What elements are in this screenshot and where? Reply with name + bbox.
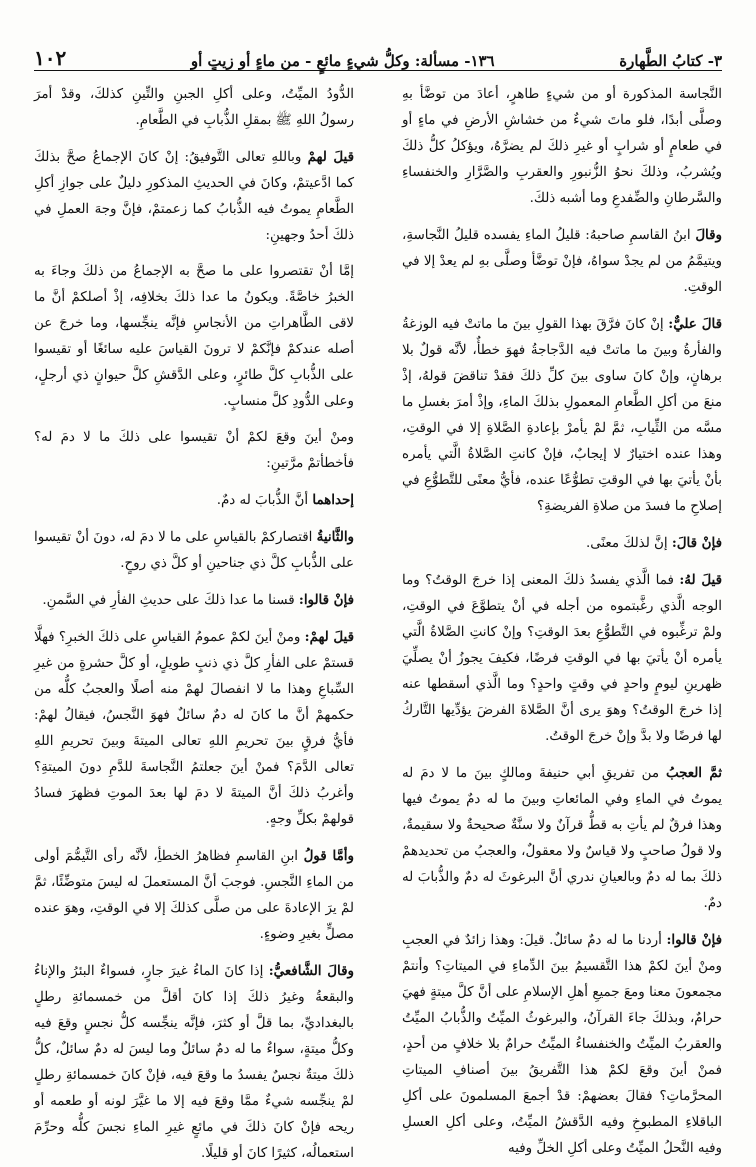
paragraph: [34, 425, 354, 477]
page-number: ١٠٢: [34, 46, 67, 70]
paragraph-text: ومنْ أينَ وقعَ لكمْ أنْ تقيسوا على ذلكَ ما لا دمَ له؟ فأخطأتمْ مرَّتينِ:: [34, 430, 354, 471]
paragraph-text: ابنِ القاسمِ فظاهرُ الخطأِ، لأنَّه رأى التَّيمُّمَ أولى من الماءِ النَّجسِ. فوجبَ أنَّ المستعملَ له ليسَ متوضِّئًا، ثمَّ لمْ يرَ الإعادةَ على من صلَّى كذلكَ إلا في الوقتِ، وهوَ عنده مصلٍّ بغيرِ وضوءٍ.: [34, 849, 354, 942]
paragraph-lead: والثَّانيةُ: [316, 529, 355, 545]
paragraph: [34, 144, 354, 249]
paragraph: [34, 843, 354, 948]
paragraph: [34, 487, 354, 514]
paragraph-text: إمَّا أنْ تقتصروا على ما صحَّ به الإجماعُ من ذلكَ وجاءَ به الخبرُ خاصَّةً. ويكونُ ما عدا ذلكَ بخلافِه، إذْ أصلكمْ أنَّ ما لاقى الطَّاهراتِ من الأنجاسِ فإنَّه ينجِّسها، وما خرجَ عن أصله عندكمْ فإنَّكمْ لا ترونَ القياسَ عليه سائغًا أو تقيسوا على الذُّبابِ كلَّ طائرٍ، وعلى الدَّقشِ كلَّ حيوانٍ ذي أرجلٍ، وعلى الدُّودِ كلَّ منسابٍ.: [34, 264, 354, 409]
paragraph: [34, 624, 354, 833]
paragraph: [34, 958, 354, 1167]
paragraph-text: وباللهِ تعالى التَّوفيقُ: إنْ كانَ الإجماعُ صحَّ بذلكَ كما ادَّعيتمْ، وكانَ في الحديثِ المذكورِ دليلٌ على جوازِ أكلِ الطَّعامِ يموتُ فيه الذُّبابُ كما زعمتمْ، فإنَّ وجهَ العملِ في ذلكَ أحدُ وجهينِ:: [34, 150, 354, 243]
section-title: ١٣٦- مسألة: وكلُّ شيءٍ مائعٍ - من ماءٍ أو زيتٍ أو: [190, 52, 495, 70]
paragraph-lead: قيلَ لهمْ: [307, 149, 354, 165]
paragraph: [34, 82, 354, 134]
paragraph-text: أردنا ما له دمٌ سائلٌ. قيلَ: وهذا زائدٌ في العجبِ ومنْ أينَ لكمْ هذا التَّقسيمُ بينَ الدِّماءِ في الميتاتِ؟ وأنتمْ مجمعونَ معنا ومعَ جميعِ أهلِ الإسلامِ على أنَّ كلَّ ميتةٍ فهيَ حرامٌ، وبذلكَ جاءَ القرآنُ، والبرغوثُ الميِّتُ والذُّبابُ الميِّتُ والعقربُ الميِّتُ والخنفساءُ الميِّتُ حرامٌ بلا خلافٍ من أحدٍ، فمنْ أينَ وقعَ لكمْ هذا التَّفريقُ بينَ أصنافِ الميتاتِ المحرَّماتِ؟ فقالَ بعضهمْ: قدْ أجمعَ المسلمونَ على أكلِ الباقلاءِ المطبوخِ وفيه الدَّقشُ الميِّتُ، وعلى أكلِ العسلِ وفيه النَّحلُ الميِّتُ وعلى أكلِ الخلِّ وفيه: [402, 933, 722, 1156]
paragraph-lead: وأمَّا قولُ: [303, 848, 354, 864]
paragraph: [34, 259, 354, 415]
paragraph-text: من تفريقِ أبي حنيفةَ ومالكٍ بينَ ما لا دمَ له يموتُ في الماءِ وفي المائعاتِ وبينَ ما له دمٌ يموتُ فيها وهذا فرقٌ لم يأتِ به قطُّ قرآنٌ ولا سنَّةٌ صحيحةٌ ولا سقيمةٌ، ولا قولُ صاحبٍ ولا قياسٌ ولا معقولٌ، والعجبُ من تحديدهمْ ذلكَ بما له دمٌ وبالعيانِ ندري أنَّ البرغوثَ له دمٌ والذُّبابَ له دمٌ.: [402, 766, 722, 911]
paragraph-text: إنَّ لذلكَ معنًى.: [585, 536, 668, 551]
right-column: [402, 82, 723, 1156]
paragraph: [402, 567, 722, 750]
paragraph: [402, 222, 722, 301]
paragraph-text: قسنا ما عدا ذلكَ على حديثِ الفأرِ في السَّمنِ.: [42, 593, 295, 608]
paragraph-text: فما الَّذي يفسدُ ذلكَ المعنى إذا خرجَ الوقتُ؟ وما الوجه الَّذي رغَّبتموه من أجله في أنْ يتطوَّعَ في الوقتِ، ولمْ ترغِّبوه في التَّطوُّعِ بعدَ الوقتِ؟ وإنْ كانتِ الصَّلاةُ الَّتي يأمره أنْ يأتيَ بها في الوقتِ فرضًا، فكيفَ يجوزُ أنْ يصلِّيَ ظهرينِ ليومٍ واحدٍ في وقتٍ واحدٍ؟ وما الَّذي أسقطها عنه إذا خرجَ الوقتُ؟ وهوَ يرى أنَّ الصَّلاةَ الفرضَ يؤدِّيها التَّاركُ لها فرضًا ولا بدَّ وإنْ خرجَ الوقتُ.: [402, 573, 722, 744]
paragraph-text: اقتصاركمْ بالقياسِ على ما لا دمَ له، دونَ أنْ تقيسوا على الذُّبابِ كلَّ ذي جناحينِ أو كلَّ ذي روحٍ.: [34, 530, 354, 571]
paragraph-text: إنْ كانَ فرَّقَ بهذا القولِ بينَ ما ماتتْ فيه الوزغةُ والفأرةُ وبينَ ما ماتتْ فيه الدَّجاجةُ فهوَ خطأٌ، لأنَّه قولٌ بلا برهانٍ، وإنْ كانَ ساوى بينَ كلِّ ذلكَ فقدْ تناقضَ قولهُ، إذْ منعَ من أكلِ الطَّعامِ المعمولِ بذلكَ الماءِ، وإذْ أمرَ بغسلِ ما مسَّه من الثِّيابِ، ثمَّ لمْ يأمرْ بإعادةِ الصَّلاةِ إلا في الوقتِ، وهذا عنده اختيارٌ لا إيجابٌ، فإنْ كانتِ الصَّلاةُ الَّتي يأمره بأنْ يأتيَ بها في الوقتِ تطوُّعًا عنده، فأيُّ معنًى للتَّطوُّعِ في إصلاحِ ما فسدَ من صلاةِ الفريضةِ؟: [402, 317, 722, 514]
paragraph-text: الدُّودُ الميِّتُ، وعلى أكلِ الجبنِ والتِّينِ كذلكَ، وقدْ أمرَ رسولُ اللهِ ﷺ بمقلِ الذُّبابِ في الطَّعامِ.: [34, 87, 354, 128]
paragraph-lead: وقالَ: [695, 227, 722, 243]
paragraph: [402, 760, 722, 917]
paragraph-text: ومنْ أينَ لكمْ عمومُ القياسِ على ذلكَ الخبرِ؟ فهلَّا قستمْ على الفأرِ كلَّ ذي ذنبٍ طويلٍ، أو كلَّ حشرةٍ من غيرِ السِّباعِ وهذا ما لا انفصالَ لهمْ منه أصلًا والعجبُ كلُّه من حكمهمْ أنَّ ما كانَ له دمٌ سائلٌ فهوَ النَّجسُ، فيقالُ لهمْ: فأيُّ فرقٍ بينَ تحريمِ اللهِ تعالى الميتةَ وبينَ تحريمِ اللهِ تعالى الدَّمَ؟ فمنْ أينَ جعلتمُ النَّجاسةَ للدَّمِ دونَ الميتةِ؟ وأغربُ ذلكَ أنَّ الميتةَ لا دمَ لها بعدَ الموتِ فظهرَ فسادُ قولهمْ بكلِّ وجهٍ.: [34, 630, 354, 827]
paragraph-lead: فإنْ قالَ:: [671, 535, 722, 551]
paragraph-lead: قيلَ لهُ:: [679, 572, 722, 588]
paragraph-text: النَّجاسة المذكورة أو من شيءٍ طاهرٍ، أعادَ من توضَّأ بهِ وصلَّى أبدًا، فلو ماتَ شيءٌ من خشاشِ الأرضِ في ماءٍ أو في طعامٍ أو شرابٍ أو غيرِ ذلكَ لم يضرَّهُ، ويؤكلُ كلُّ ذلكَ ويُشربُ، وذلكَ نحوُ الزُّنبورِ والعقربِ والصَّرَّارِ والخنفساءِ والسَّرطانِ والضِّفدعِ وما أشبه ذلكَ.: [402, 87, 722, 206]
paragraph-lead: قالَ عليٌّ:: [668, 316, 722, 332]
paragraph-lead: وقالَ الشَّافعيُّ:: [268, 963, 354, 979]
paragraph-lead: فإنْ قالوا:: [666, 932, 722, 948]
paragraph-lead: فإنْ قالوا:: [298, 592, 354, 608]
left-column: [34, 82, 355, 1161]
paragraph-lead: قيلَ لهمْ:: [304, 629, 354, 645]
paragraph: [34, 524, 354, 577]
paragraph: [402, 927, 722, 1162]
paragraph-text: ابنُ القاسمِ صاحبهُ: قليلُ الماءِ يفسده قليلُ النَّجاسةِ، ويتيمَّمُ من لم يجدْ سواهُ، فإنْ توضَّأ وصلَّى بهِ لم يعدْ إلا في الوقتِ.: [402, 228, 722, 295]
paragraph-text: أنَّ الذُّبابَ له دمٌ.: [216, 493, 309, 508]
paragraph: [402, 82, 722, 212]
book-title: ٣- كتابُ الطَّهارة: [619, 52, 722, 70]
paragraph-text: إذا كانَ الماءُ غيرَ جارٍ، فسواءٌ البئرُ والإناءُ والبقعةُ وغيرُ ذلكَ إذا كانَ أقلَّ من خمسمائةِ رطلٍ بالبغداديِّ، بما قلَّ أو كثرَ، فإنَّه ينجِّسه كلُّ نجسٍ وقعَ فيه وكلُّ ميتةٍ، سواءٌ ما له دمٌ سائلٌ وما ليسَ له دمٌ سائلٌ، كلُّ ذلكَ ميتةٌ نجسٌ يفسدُ ما وقعَ فيه، فإنْ كانَ خمسمائةِ رطلٍ لمْ ينجِّسه شيءٌ ممَّا وقعَ فيه إلا ما غيَّرَ لونه أو طعمه أو ريحه فإنْ كانَ ذلكَ في مائعٍ غيرِ الماءِ نجسَ كلُّه وحرِّمَ استعمالُه، كثيرًا كانَ أو قليلًا.: [34, 964, 354, 1161]
paragraph: [34, 587, 354, 614]
page-header: [34, 40, 722, 71]
paragraph-lead: إحداهما: [312, 492, 354, 508]
paragraph-lead: ثمَّ العجبُ: [665, 765, 723, 781]
paragraph: [402, 311, 722, 520]
paragraph: [402, 530, 722, 557]
